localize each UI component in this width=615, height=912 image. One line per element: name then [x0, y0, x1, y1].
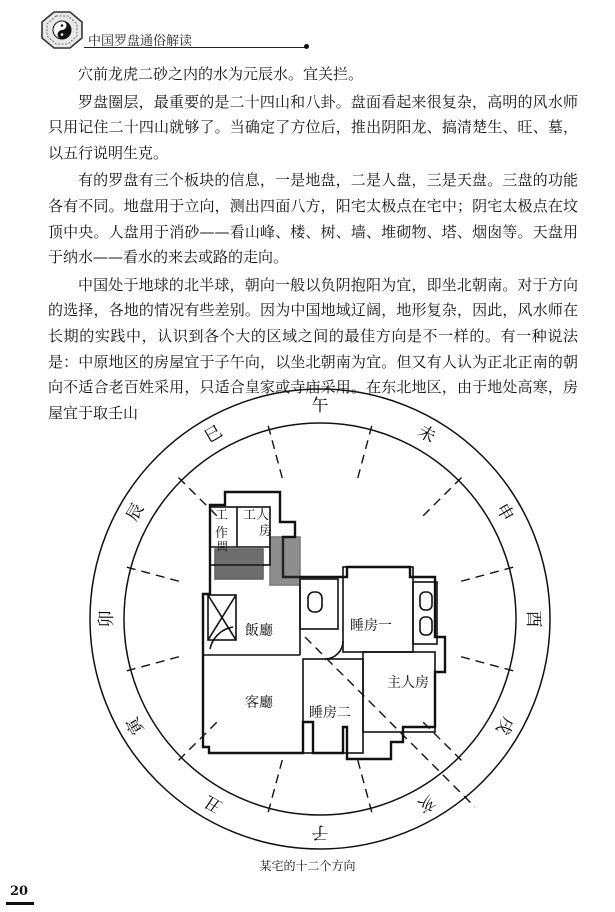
direction-divider-10 — [179, 478, 218, 517]
room-label-work-3: 間 — [217, 540, 228, 553]
running-header — [40, 10, 280, 50]
direction-label-10: 辰 — [122, 500, 149, 525]
bagua-yinyang-icon — [40, 10, 84, 50]
header-dot — [304, 44, 309, 49]
header-rule — [84, 47, 306, 48]
direction-divider-0 — [358, 426, 372, 479]
room-label-servant-1: 工人 — [243, 508, 270, 523]
compass-ring — [90, 389, 550, 849]
floor-plan — [203, 492, 475, 807]
direction-label-4: 戌 — [491, 713, 518, 738]
house-compass-diagram — [85, 387, 555, 851]
paragraph-2: 罗盘圈层，最重要的是二十四山和八卦。盘面看起来很复杂，高明的风水师只用记住二十四山就够了。当确定了方位后，推出阴阳龙、搞清楚生、旺、墓，以五行说明生克。 — [48, 92, 578, 162]
room-label-servant-2: 房 — [259, 524, 273, 539]
direction-label-0: 午 — [311, 396, 329, 416]
figure-caption: 某宅的十二个方向 — [259, 859, 356, 873]
direction-divider-11 — [268, 426, 282, 479]
direction-label-2: 申 — [491, 500, 518, 525]
twelve-directions-figure — [85, 387, 555, 851]
direction-label-3: 酉 — [523, 610, 543, 628]
direction-divider-2 — [460, 567, 513, 581]
paragraph-4: 中国处于地球的北半球，朝向一般以负阴抱阳为宜，即坐北朝南。对于方向的选择，各地的情况有些差别。因为中国地域辽阔，地形复杂，因此，风水师在长期的实践中，认识到各个大的区域之间的最佳方向是不一样的。有一种说法是：中原地区的房屋宜于子午向，以坐北朝南为宜。但又有人认为正北正南的朝向不适合老百姓采用，只适合皇家或寺庙采用。在东北地区，由于地处高寒，房屋宜于取壬山 — [48, 275, 578, 422]
direction-divider-7 — [179, 722, 218, 761]
paragraph-3: 有的罗盘有三个板块的信息，一是地盘，二是人盘，三是天盘。三盘的功能各有不同。地盘用于立向，测出四面八方，阳宅太极点在宅中；阴宅太极点在坟顶中央。人盘用于消砂——看山峰、楼、树、墙、堆砌物、塔、烟囱等。天盘用于纳水——看水的来去或路的走向。 — [48, 171, 578, 267]
direction-label-7: 丑 — [201, 790, 226, 817]
direction-divider-5 — [358, 759, 372, 812]
room-label-work-1: 工 — [215, 508, 229, 523]
direction-divider-3 — [460, 657, 513, 671]
room-label-bedroom-2: 睡房二 — [309, 705, 351, 721]
paragraph-1: 穴前龙虎二砂之内的水为元辰水。宜关拦。 — [78, 65, 364, 83]
room-label-dining: 飯廳 — [245, 623, 273, 639]
body-text — [48, 62, 578, 428]
direction-label-8: 寅 — [122, 713, 149, 738]
running-title: 中国罗盘通俗解读 — [88, 34, 193, 49]
direction-divider-1 — [423, 478, 462, 517]
direction-divider-8 — [127, 657, 180, 671]
direction-label-5: 亥 — [414, 790, 439, 817]
room-label-work-2: 作 — [215, 526, 229, 541]
direction-divider-lines — [127, 426, 513, 812]
room-label-bedroom-1: 睡房一 — [350, 618, 392, 634]
page-number: 20 — [10, 884, 29, 899]
direction-label-11: 巳 — [201, 421, 226, 448]
direction-divider-6 — [268, 759, 282, 812]
direction-label-6: 子 — [311, 822, 329, 842]
room-label-living: 客廳 — [245, 695, 273, 711]
direction-divider-9 — [127, 567, 180, 581]
direction-label-9: 卯 — [97, 610, 117, 628]
footer-rule — [6, 902, 34, 905]
room-label-master: 主人房 — [387, 675, 429, 691]
direction-labels — [97, 396, 543, 842]
direction-label-1: 未 — [414, 421, 439, 448]
